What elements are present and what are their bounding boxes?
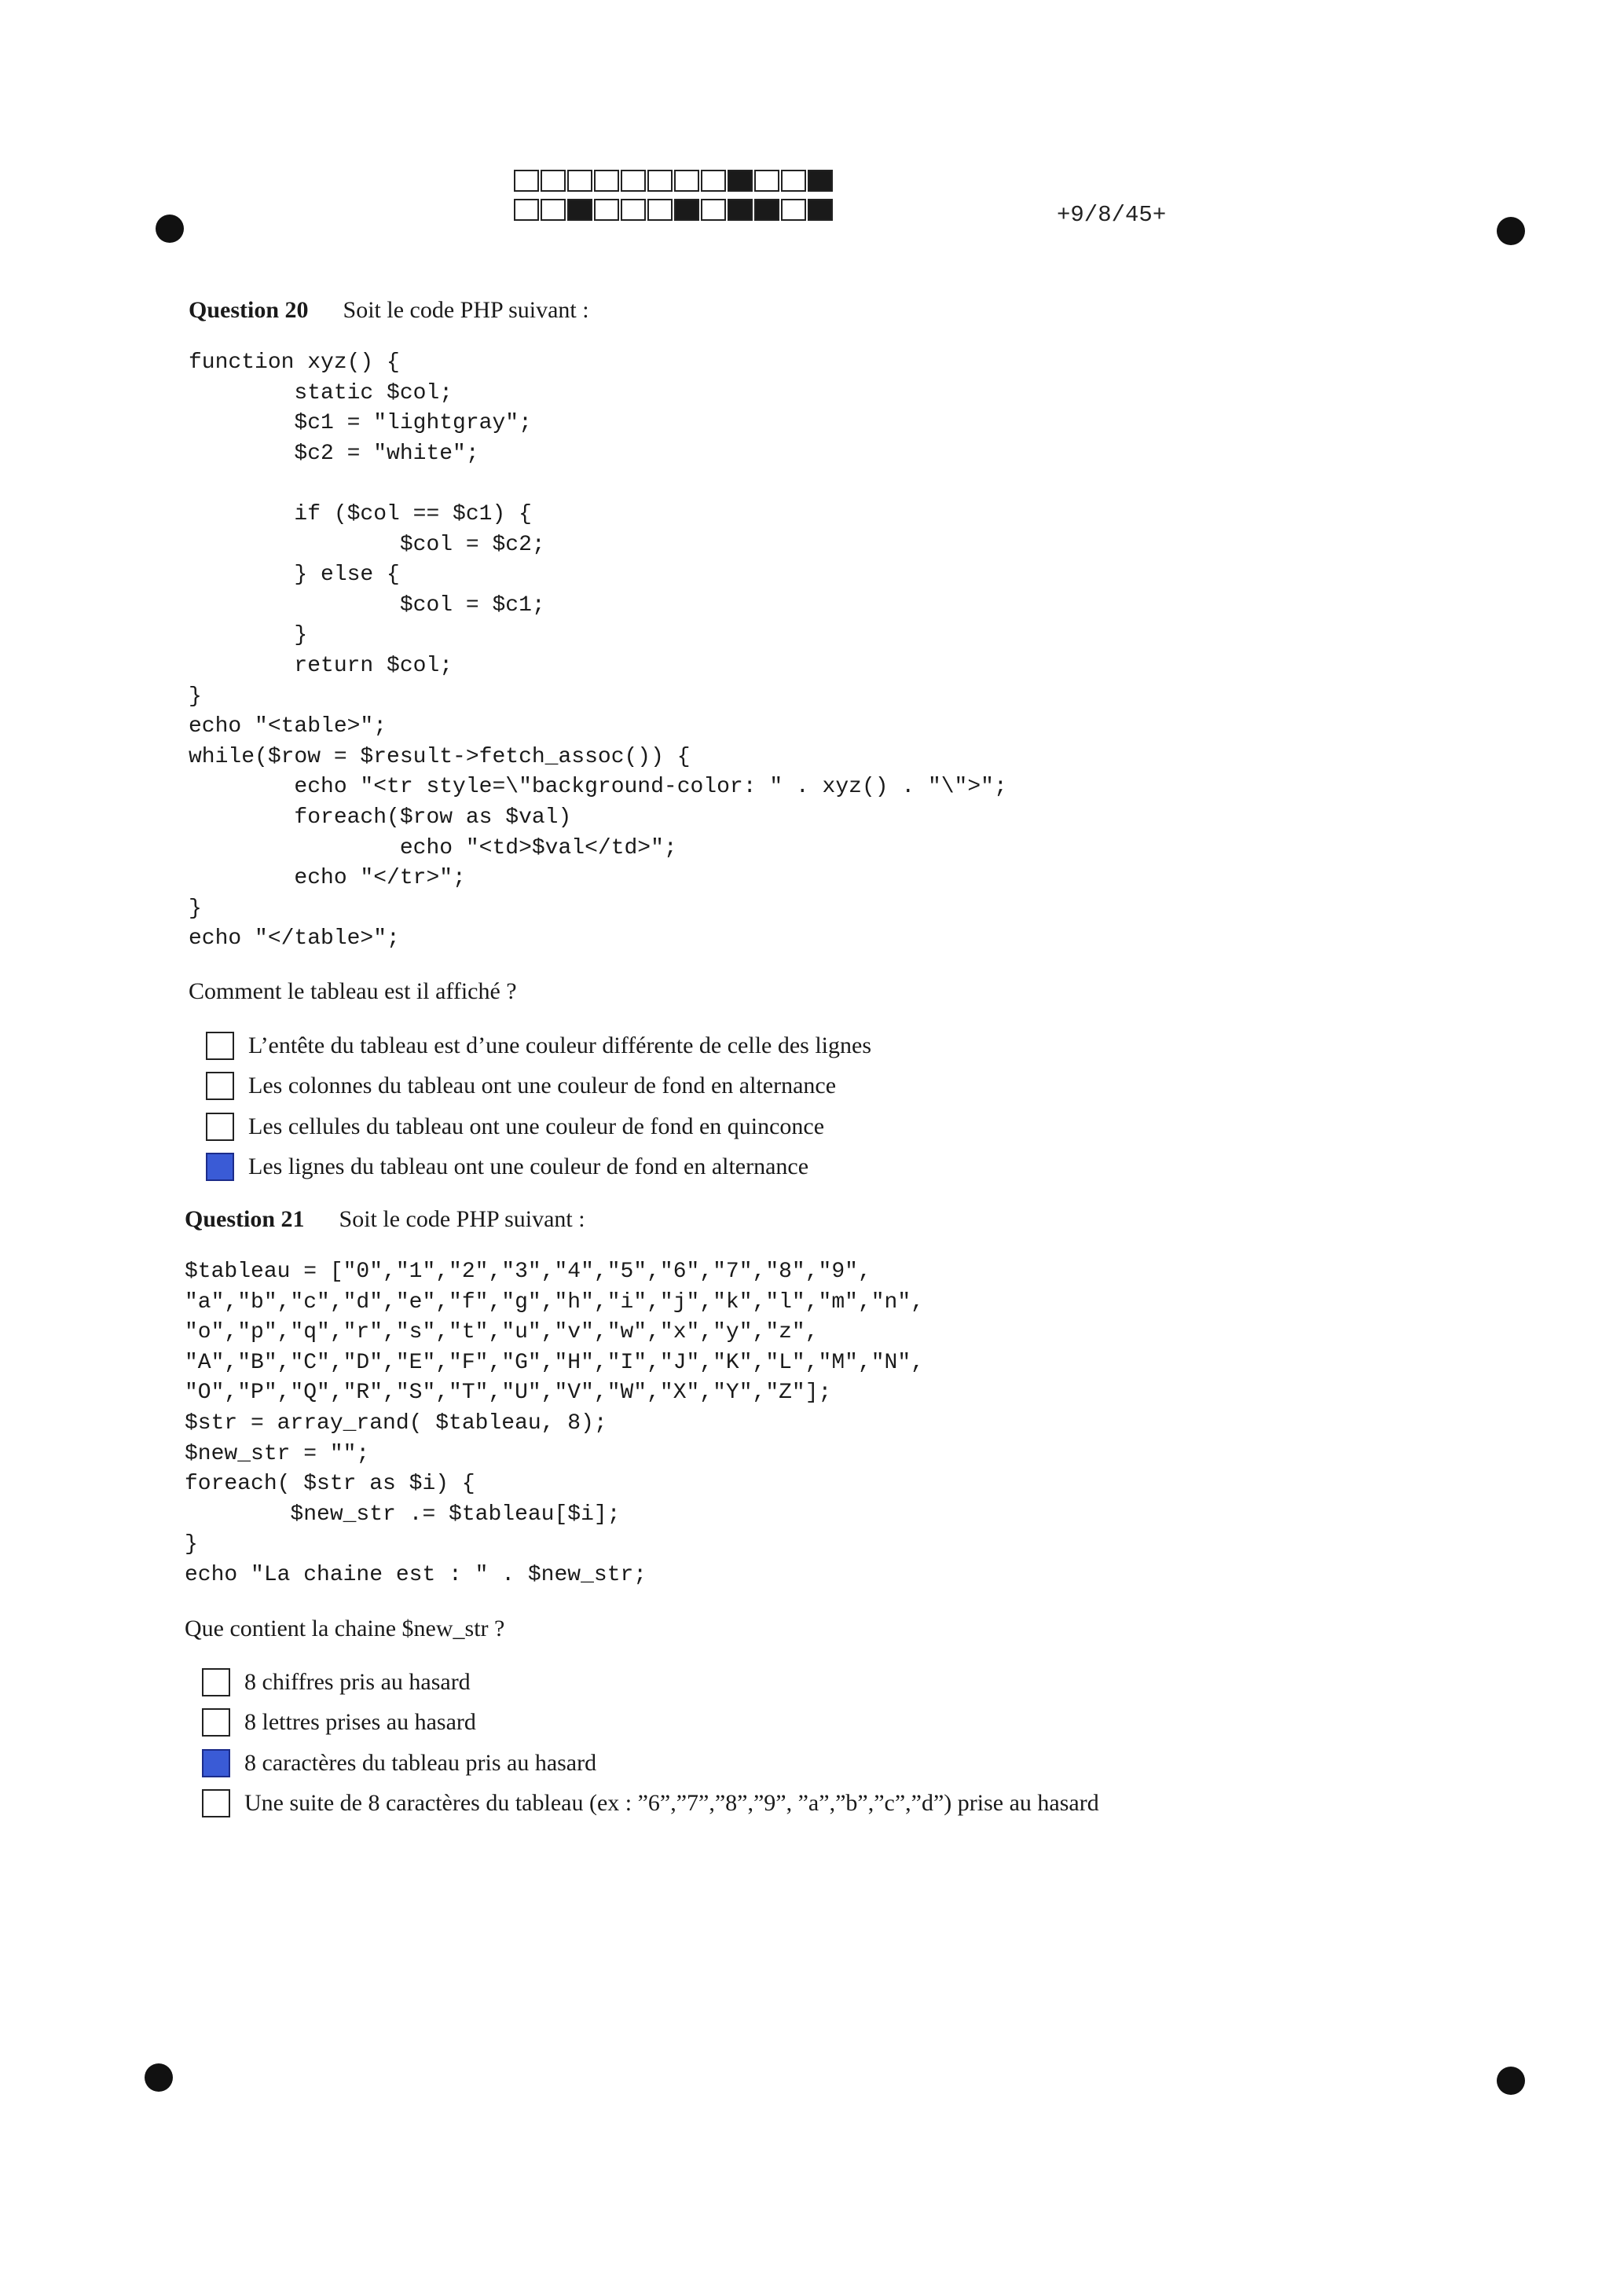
answer-option	[206, 1025, 871, 1066]
question-21-label: Question 21	[185, 1206, 305, 1232]
question-20-intro: Soit le code PHP suivant :	[343, 297, 589, 323]
registration-mark-top-right	[1497, 217, 1525, 245]
answer-checkbox[interactable]	[202, 1668, 230, 1696]
answer-checkbox[interactable]	[206, 1032, 234, 1060]
id-code-cell	[754, 199, 779, 221]
answer-text: Les cellules du tableau ont une couleur de fond en quinconce	[248, 1113, 825, 1139]
page-id: +9/8/45+	[1057, 202, 1167, 228]
id-code-cell	[701, 170, 726, 192]
question-21-answers	[202, 1662, 1099, 1824]
id-code-cell	[541, 170, 566, 192]
answer-text: 8 chiffres pris au hasard	[244, 1668, 471, 1695]
question-21-code: $tableau = ["0","1","2","3","4","5","6","7","8","9", "a","b","c","d","e","f","g","h","i","j","k","l","m","n", "o","p","q","r","s","t","u","v","w","x","y","z", "A","B","C","D","E","F","G","H","I","J","K","L","M","N", "O","P","Q","R","S","T","U","V","W","X","Y","Z"]; $str = array_rand( $tableau, 8); $new_str = ""; foreach( $str as $i) { $new_str .= $tableau[$i]; } echo "La chaine est : " . $new_str;	[185, 1260, 924, 1587]
answer-checkbox[interactable]	[206, 1153, 234, 1181]
id-code-cell	[781, 170, 806, 192]
id-code-cell	[541, 199, 566, 221]
id-code-cell	[674, 170, 699, 192]
answer-checkbox[interactable]	[206, 1072, 234, 1100]
id-code-cell	[514, 199, 539, 221]
id-code-cell	[808, 170, 833, 192]
answer-text: Une suite de 8 caractères du tableau (ex : ”6”,”7”,”8”,”9”, ”a”,”b”,”c”,”d”) prise au hasard	[244, 1790, 1099, 1817]
question-21-title	[185, 1206, 585, 1233]
id-code-cell	[701, 199, 726, 221]
question-20-prompt: Comment le tableau est il affiché ?	[189, 978, 517, 1004]
id-code-cell	[647, 199, 673, 221]
id-code-cell	[808, 199, 833, 221]
id-code-cell	[674, 199, 699, 221]
question-20-title	[189, 297, 589, 324]
id-code-cell	[567, 199, 592, 221]
question-20-answers	[206, 1025, 871, 1187]
answer-checkbox[interactable]	[202, 1708, 230, 1737]
answer-text: Les colonnes du tableau ont une couleur de fond en alternance	[248, 1073, 837, 1099]
id-code-bar-top	[514, 170, 834, 192]
question-20-label: Question 20	[189, 297, 309, 323]
id-code-cell	[728, 170, 753, 192]
answer-option	[206, 1147, 871, 1188]
id-code-bar-bottom	[514, 199, 834, 221]
id-code-cell	[647, 170, 673, 192]
registration-mark-bottom-right	[1497, 2067, 1525, 2095]
id-code-cell	[621, 199, 646, 221]
id-code-cell	[594, 170, 619, 192]
answer-option	[206, 1106, 871, 1147]
answer-checkbox[interactable]	[202, 1749, 230, 1777]
question-21-prompt: Que contient la chaine $new_str ?	[185, 1616, 505, 1641]
answer-text: 8 lettres prises au hasard	[244, 1709, 476, 1736]
answer-text: Les lignes du tableau ont une couleur de fond en alternance	[248, 1154, 809, 1180]
id-code-cell	[594, 199, 619, 221]
answer-option	[202, 1703, 1099, 1744]
id-code-cell	[514, 170, 539, 192]
registration-mark-top-left	[156, 215, 184, 243]
id-code-cell	[567, 170, 592, 192]
answer-text: 8 caractères du tableau pris au hasard	[244, 1749, 597, 1776]
answer-option	[202, 1784, 1099, 1825]
id-code-cell	[621, 170, 646, 192]
answer-option	[202, 1662, 1099, 1703]
id-code-cell	[781, 199, 806, 221]
answer-option	[206, 1066, 871, 1107]
id-code-cell	[728, 199, 753, 221]
answer-checkbox[interactable]	[202, 1789, 230, 1817]
answer-text: L’entête du tableau est d’une couleur différente de celle des lignes	[248, 1032, 872, 1058]
answer-option	[202, 1743, 1099, 1784]
answer-checkbox[interactable]	[206, 1113, 234, 1141]
registration-mark-bottom-left	[145, 2063, 173, 2092]
question-21-intro: Soit le code PHP suivant :	[339, 1206, 585, 1232]
question-20-code: function xyz() { static $col; $c1 = "lightgray"; $c2 = "white"; if ($col == $c1) { $col = $c2; } else { $col = $c1; } return $col; } echo "<table>"; while($row = $result->fetch_assoc()) { echo "<tr style=\"background-color: " . xyz() . "\">"; foreach($row as $val) echo "<td>$val</td>"; echo "</tr>"; } echo "</table>";	[189, 350, 1007, 952]
id-code-cell	[754, 170, 779, 192]
